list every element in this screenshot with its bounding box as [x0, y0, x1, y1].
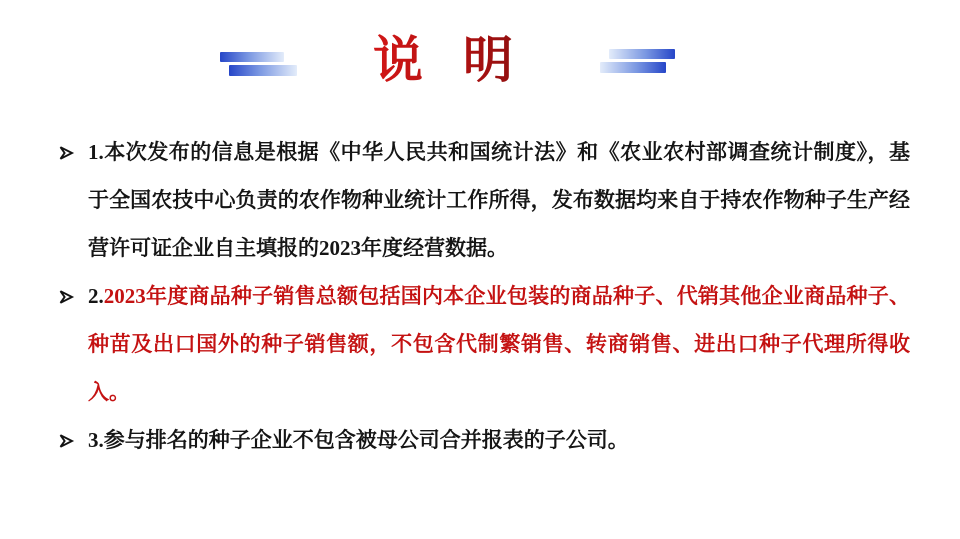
left-decoration-bar-bottom	[229, 65, 297, 76]
text-segment-highlight: 2023年度商品种子销售总额包括国内本企业包装的商品种子、代销其他企业商品种子、种苗及出口国外的种子销售额，不包含代制繁销售、转商销售、进出口种子代理所得收入。	[88, 284, 910, 404]
right-decoration-bar-bottom	[600, 62, 666, 73]
bullet-list	[58, 128, 910, 464]
text-segment: 3.参与排名的种子企业不包含被母公司合并报表的子公司。	[88, 428, 629, 452]
left-decoration-bar-top	[220, 52, 284, 62]
text-segment: 1.本次发布的信息是根据《中华人民共和国统计法》和《农业农村部调查统计制度》，基于全国农技中心负责的农作物种业统计工作所得，发布数据均来自于持农作物种子生产经营许可证企业自主填报的2023年度经营数据。	[88, 140, 910, 260]
bullet-text	[88, 416, 910, 464]
bullet-text	[88, 128, 910, 272]
right-decoration-bar-top	[609, 49, 675, 59]
list-item	[58, 272, 910, 416]
page-title: 说明	[373, 32, 553, 88]
arrowhead-bullet-icon	[58, 272, 88, 320]
list-item	[58, 416, 910, 464]
arrowhead-bullet-icon	[58, 416, 88, 464]
bullet-text	[88, 272, 910, 416]
list-item	[58, 128, 910, 272]
text-segment: 2.	[88, 284, 104, 308]
arrowhead-bullet-icon	[58, 128, 88, 176]
